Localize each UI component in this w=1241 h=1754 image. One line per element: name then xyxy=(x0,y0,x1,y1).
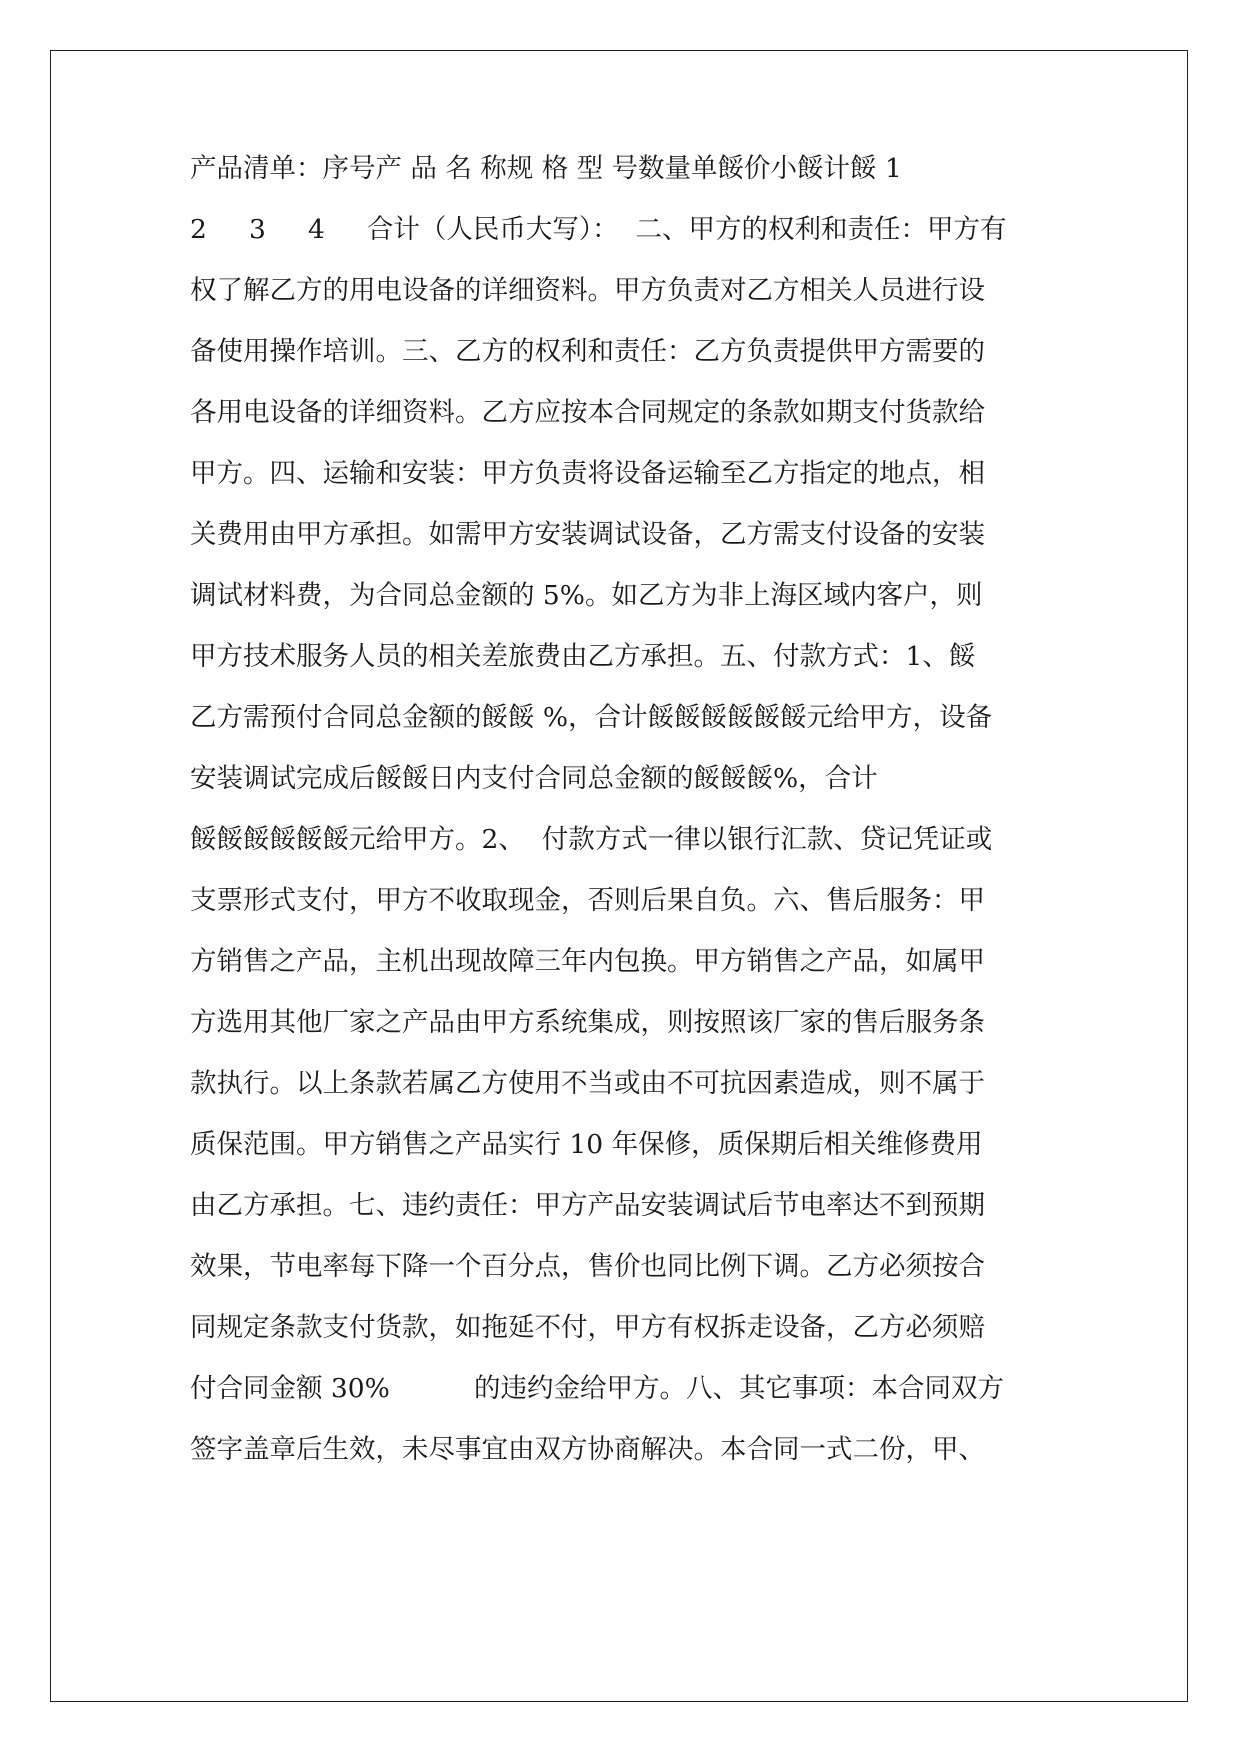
text-line: 产品清单：序号产 品 名 称规 格 型 号数量单餒价小餒计餒 1 xyxy=(190,153,902,184)
text-line: 同规定条款支付货款，如拖延不付，甲方有权拆走设备，乙方必须赔 xyxy=(190,1312,985,1343)
text-line: 支票形式支付，甲方不收取现金，否则后果自负。六、售后服务：甲 xyxy=(190,885,985,916)
text-line: 效果，节电率每下降一个百分点，售价也同比例下调。乙方必须按合 xyxy=(190,1251,985,1282)
text-line: 各用电设备的详细资料。乙方应按本合同规定的条款如期支付货款给 xyxy=(190,397,985,428)
text-line: 权了解乙方的用电设备的详细资料。甲方负责对乙方相关人员进行设 xyxy=(190,275,985,306)
text-line: 签字盖章后生效，未尽事宜由双方协商解决。本合同一式二份，甲、 xyxy=(190,1434,985,1465)
text-line: 质保范围。甲方销售之产品实行 10 年保修，质保期后相关维修费用 xyxy=(190,1129,983,1160)
text-line: 甲方技术服务人员的相关差旅费由乙方承担。五、付款方式：1、餒 xyxy=(190,641,976,672)
text-line: 备使用操作培训。三、乙方的权利和责任：乙方负责提供甲方需要的 xyxy=(190,336,985,367)
text-line: 甲方。四、运输和安装：甲方负责将设备运输至乙方指定的地点，相 xyxy=(190,458,985,489)
text-line: 安装调试完成后餒餒日内支付合同总金额的餒餒餒%，合计 xyxy=(190,763,878,794)
text-line: 款执行。以上条款若属乙方使用不当或由不可抗因素造成，则不属于 xyxy=(190,1068,985,1099)
text-line: 关费用由甲方承担。如需甲方安装调试设备，乙方需支付设备的安装 xyxy=(190,519,985,550)
text-line: 调试材料费，为合同总金额的 5%。如乙方为非上海区域内客户，则 xyxy=(190,580,983,611)
text-line: 2 3 4 合计（人民币大写）： 二、甲方的权利和责任：甲方有 xyxy=(190,214,1007,245)
text-line: 餒餒餒餒餒餒元给甲方。2、 付款方式一律以银行汇款、贷记凭证或 xyxy=(190,824,993,855)
text-line: 乙方需预付合同总金额的餒餒 %，合计餒餒餒餒餒餒元给甲方，设备 xyxy=(190,702,993,733)
text-line: 方选用其他厂家之产品由甲方系统集成，则按照该厂家的售后服务条 xyxy=(190,1007,985,1038)
text-line: 付合同金额 30% 的违约金给甲方。八、其它事项：本合同双方 xyxy=(190,1373,1005,1404)
text-line: 由乙方承担。七、违约责任：甲方产品安装调试后节电率达不到预期 xyxy=(190,1190,985,1221)
text-line: 方销售之产品，主机出现故障三年内包换。甲方销售之产品，如属甲 xyxy=(190,946,985,977)
